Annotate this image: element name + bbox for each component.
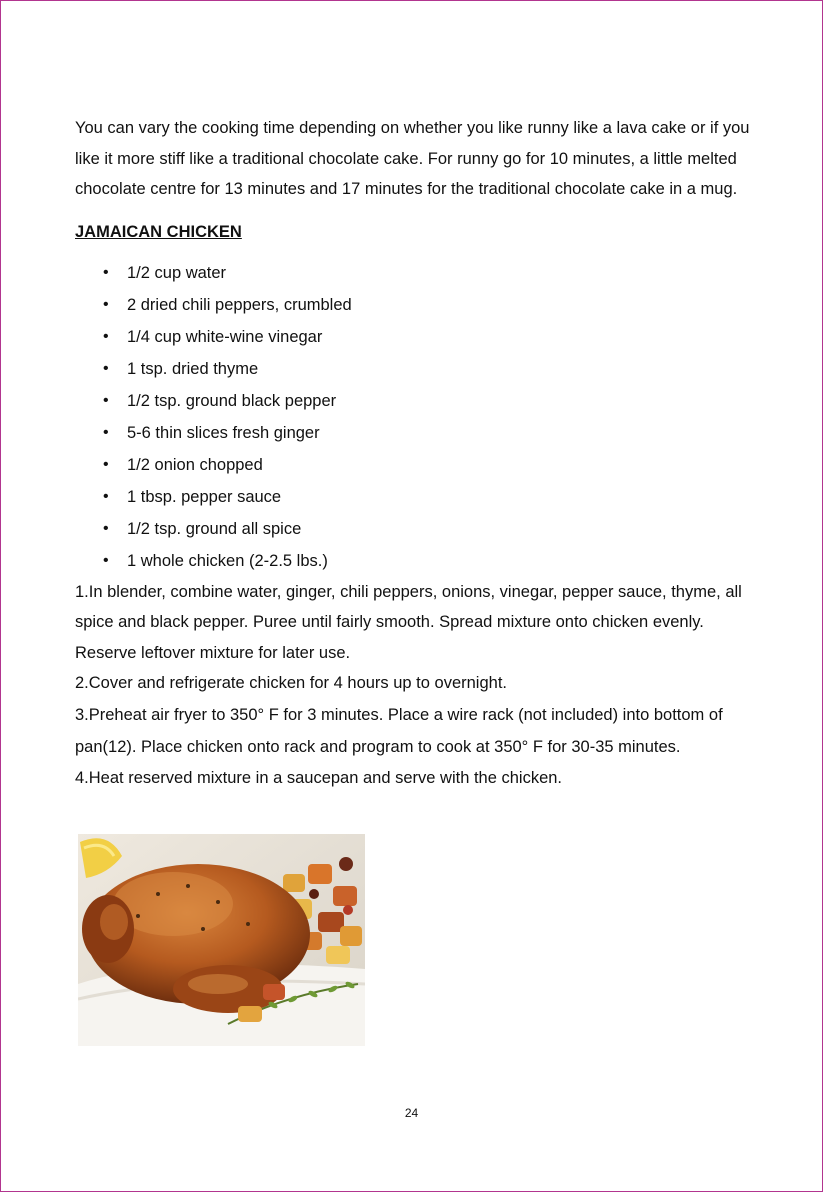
method-steps xyxy=(75,577,765,794)
recipe-title: JAMAICAN CHICKEN xyxy=(75,222,242,241)
list-item xyxy=(75,289,765,321)
list-item xyxy=(75,321,765,353)
ingredient-text: 1 tsp. dried thyme xyxy=(127,359,259,378)
list-item xyxy=(75,449,765,481)
list-item xyxy=(75,385,765,417)
list-item xyxy=(75,481,765,513)
bullet-icon: • xyxy=(103,423,109,441)
page-content xyxy=(75,113,765,793)
bullet-icon: • xyxy=(103,263,109,281)
ingredient-text: 2 dried chili peppers, crumbled xyxy=(127,295,352,314)
ingredient-text: 1/2 tsp. ground black pepper xyxy=(127,391,337,410)
list-item xyxy=(75,545,765,577)
roast-chicken-photo xyxy=(78,834,365,1046)
ingredient-text: 1/2 onion chopped xyxy=(127,455,263,474)
bullet-icon: • xyxy=(103,455,109,473)
roast-chicken-illustration xyxy=(78,834,365,1046)
ingredient-text: 5-6 thin slices fresh ginger xyxy=(127,423,320,442)
intro-paragraph: You can vary the cooking time depending on whether you like runny like a lava cake or if you like it more stiff like a traditional chocolate cake. For runny go for 10 minutes, a little melted chocolate centre for 13 minutes and 17 minutes for the traditional chocolate cake in a mug. xyxy=(75,119,750,198)
step-2: 2.Cover and refrigerate chicken for 4 hours up to overnight. xyxy=(75,674,507,692)
list-item xyxy=(75,353,765,385)
ingredient-list xyxy=(75,257,765,577)
bullet-icon: • xyxy=(103,519,109,537)
bullet-icon: • xyxy=(103,487,109,505)
step-1: 1.In blender, combine water, ginger, chili peppers, onions, vinegar, pepper sauce, thyme, all spice and black pepper. Puree until fairly smooth. Spread mixture onto chicken evenly. Reserve leftover mixture for later use. xyxy=(75,582,742,662)
step-3: 3.Preheat air fryer to 350° F for 3 minutes. Place a wire rack (not included) into bottom of pan(12). Place chicken onto rack and program to cook at 350° F for 30-35 minutes. xyxy=(75,705,723,756)
ingredient-text: 1/2 tsp. ground all spice xyxy=(127,519,302,538)
list-item xyxy=(75,417,765,449)
ingredient-text: 1/2 cup water xyxy=(127,263,227,282)
ingredient-text: 1/4 cup white-wine vinegar xyxy=(127,327,323,346)
list-item xyxy=(75,513,765,545)
page-number: 24 xyxy=(404,1106,419,1120)
ingredient-text: 1 whole chicken (2-2.5 lbs.) xyxy=(127,551,328,570)
bullet-icon: • xyxy=(103,327,109,345)
bullet-icon: • xyxy=(103,295,109,313)
bullet-icon: • xyxy=(103,551,109,569)
ingredient-text: 1 tbsp. pepper sauce xyxy=(127,487,282,506)
bullet-icon: • xyxy=(103,359,109,377)
bullet-icon: • xyxy=(103,391,109,409)
list-item xyxy=(75,257,765,289)
step-4: 4.Heat reserved mixture in a saucepan and serve with the chicken. xyxy=(75,768,563,787)
